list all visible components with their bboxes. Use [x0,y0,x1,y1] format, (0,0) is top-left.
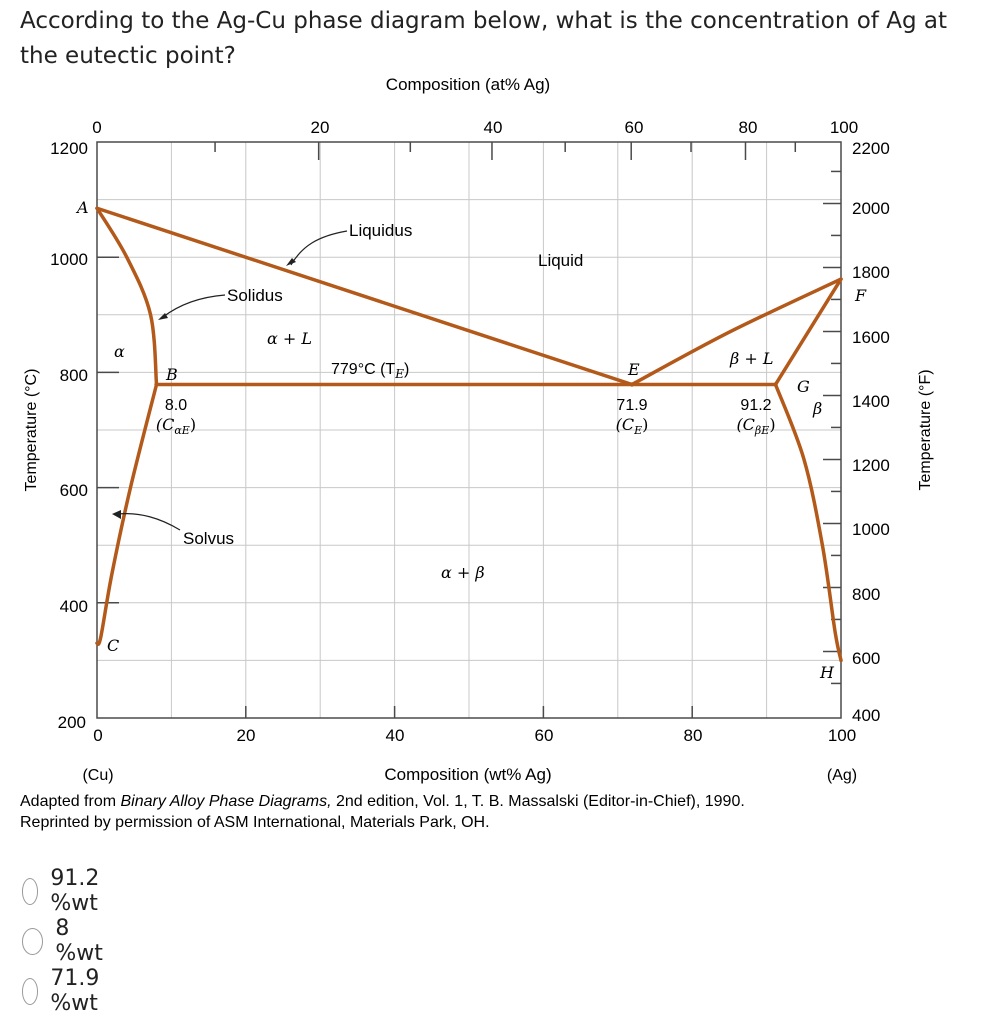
left-tick-200: 200 [57,713,86,732]
bottom-axis-title: Composition (wt% Ag) [384,765,552,784]
point-marker-g [773,382,777,386]
top-tick-80: 80 [738,118,758,137]
c-alpha-e-symbol: $(C_{\alpha E})$ [155,415,197,437]
radio-button[interactable] [22,928,43,955]
point-label-g: G [797,377,810,396]
right-tick-1800: 1800 [852,263,890,282]
point-marker-b [154,382,158,386]
left-axis-title: Temperature (°C) [23,368,40,492]
region-label-alpha: α [114,342,125,361]
solvus-pointer [117,514,180,530]
bottom-tick-80: 80 [683,726,703,745]
right-tick-400: 400 [852,706,881,725]
solidus-label: Solidus [227,286,283,305]
liquidus-label: Liquidus [349,221,413,240]
region-label-alpha-beta: α + β [441,563,485,582]
region-label-beta: β [813,399,823,418]
point-label-h: H [820,663,834,682]
right-tick-800: 800 [852,585,881,604]
solvus-left-curve [97,384,157,644]
c-beta-e-value: 91.2 [740,397,772,414]
top-tick-60: 60 [624,118,644,137]
option-label: 8 %wt [55,916,103,966]
bottom-tick-100: 100 [827,726,857,745]
figure-caption-line2: Reprinted by permission of ASM International, Materials Park, OH. [20,814,490,831]
left-tick-800: 800 [59,366,88,385]
end-label-ag: (Ag) [826,767,858,784]
region-label-beta-l: β + L [730,349,774,368]
right-tick-1200: 1200 [852,456,890,475]
grid-lines [97,142,841,718]
point-label-e: E [628,360,640,379]
solidus-pointer [163,295,225,317]
left-tick-600: 600 [59,481,88,500]
end-label-cu: (Cu) [82,767,114,784]
top-axis-title: Composition (at% Ag) [385,75,551,94]
point-marker-e [630,382,634,386]
bottom-tick-60: 60 [534,726,554,745]
option-label: 71.9 %wt [50,966,100,1016]
option-91-2-wt[interactable] [22,866,110,916]
c-beta-e-symbol: $(C_{\beta E})$ [736,415,776,437]
right-tick-2200: 2200 [852,139,890,158]
c-e-symbol: $(C_E)$ [615,415,649,437]
figure-caption-line1: Adapted from Binary Alloy Phase Diagrams, 2nd edition, Vol. 1, T. B. Massalski (Editor-in-Chief), 1990. [20,793,745,810]
radio-button[interactable] [22,878,38,905]
top-tick-0: 0 [92,118,102,137]
point-label-b: B [166,365,178,384]
question-text: According to the Ag-Cu phase diagram below, what is the concentration of Ag at the eutectic point? [20,8,947,69]
right-tick-1400: 1400 [852,392,890,411]
liquidus-pointer [291,231,347,265]
region-label-liquid: Liquid [538,251,584,270]
bottom-tick-20: 20 [236,726,256,745]
region-label-alpha-l: α + L [267,329,313,348]
option-71-9-wt[interactable] [22,966,110,1016]
right-tick-2000: 2000 [852,199,890,218]
c-alpha-e-value: 8.0 [164,397,188,414]
right-tick-600: 600 [852,649,881,668]
point-label-a: A [77,198,89,217]
option-8-wt[interactable] [22,916,109,966]
solvus-label: Solvus [183,529,235,548]
top-tick-20: 20 [310,118,330,137]
right-tick-1600: 1600 [852,328,890,347]
solidus-left-curve [97,208,157,384]
point-label-c: C [107,636,120,655]
top-tick-40: 40 [483,118,503,137]
bottom-tick-40: 40 [385,726,405,745]
bottom-tick-0: 0 [93,726,103,745]
option-label: 91.2 %wt [50,866,100,916]
c-e-value: 71.9 [616,397,648,414]
right-axis-title: Temperature (°F) [917,369,934,491]
left-tick-1000: 1000 [50,250,88,269]
eutectic-temperature-label: 779°C $(T_E)$ [331,361,410,381]
left-tick-400: 400 [59,597,88,616]
solvus-pointer-arrowhead [112,510,121,519]
top-tick-100: 100 [829,118,859,137]
right-tick-1000: 1000 [852,520,890,539]
radio-button[interactable] [22,978,38,1005]
left-tick-1200: 1200 [50,139,88,158]
point-label-f: F [855,286,867,305]
